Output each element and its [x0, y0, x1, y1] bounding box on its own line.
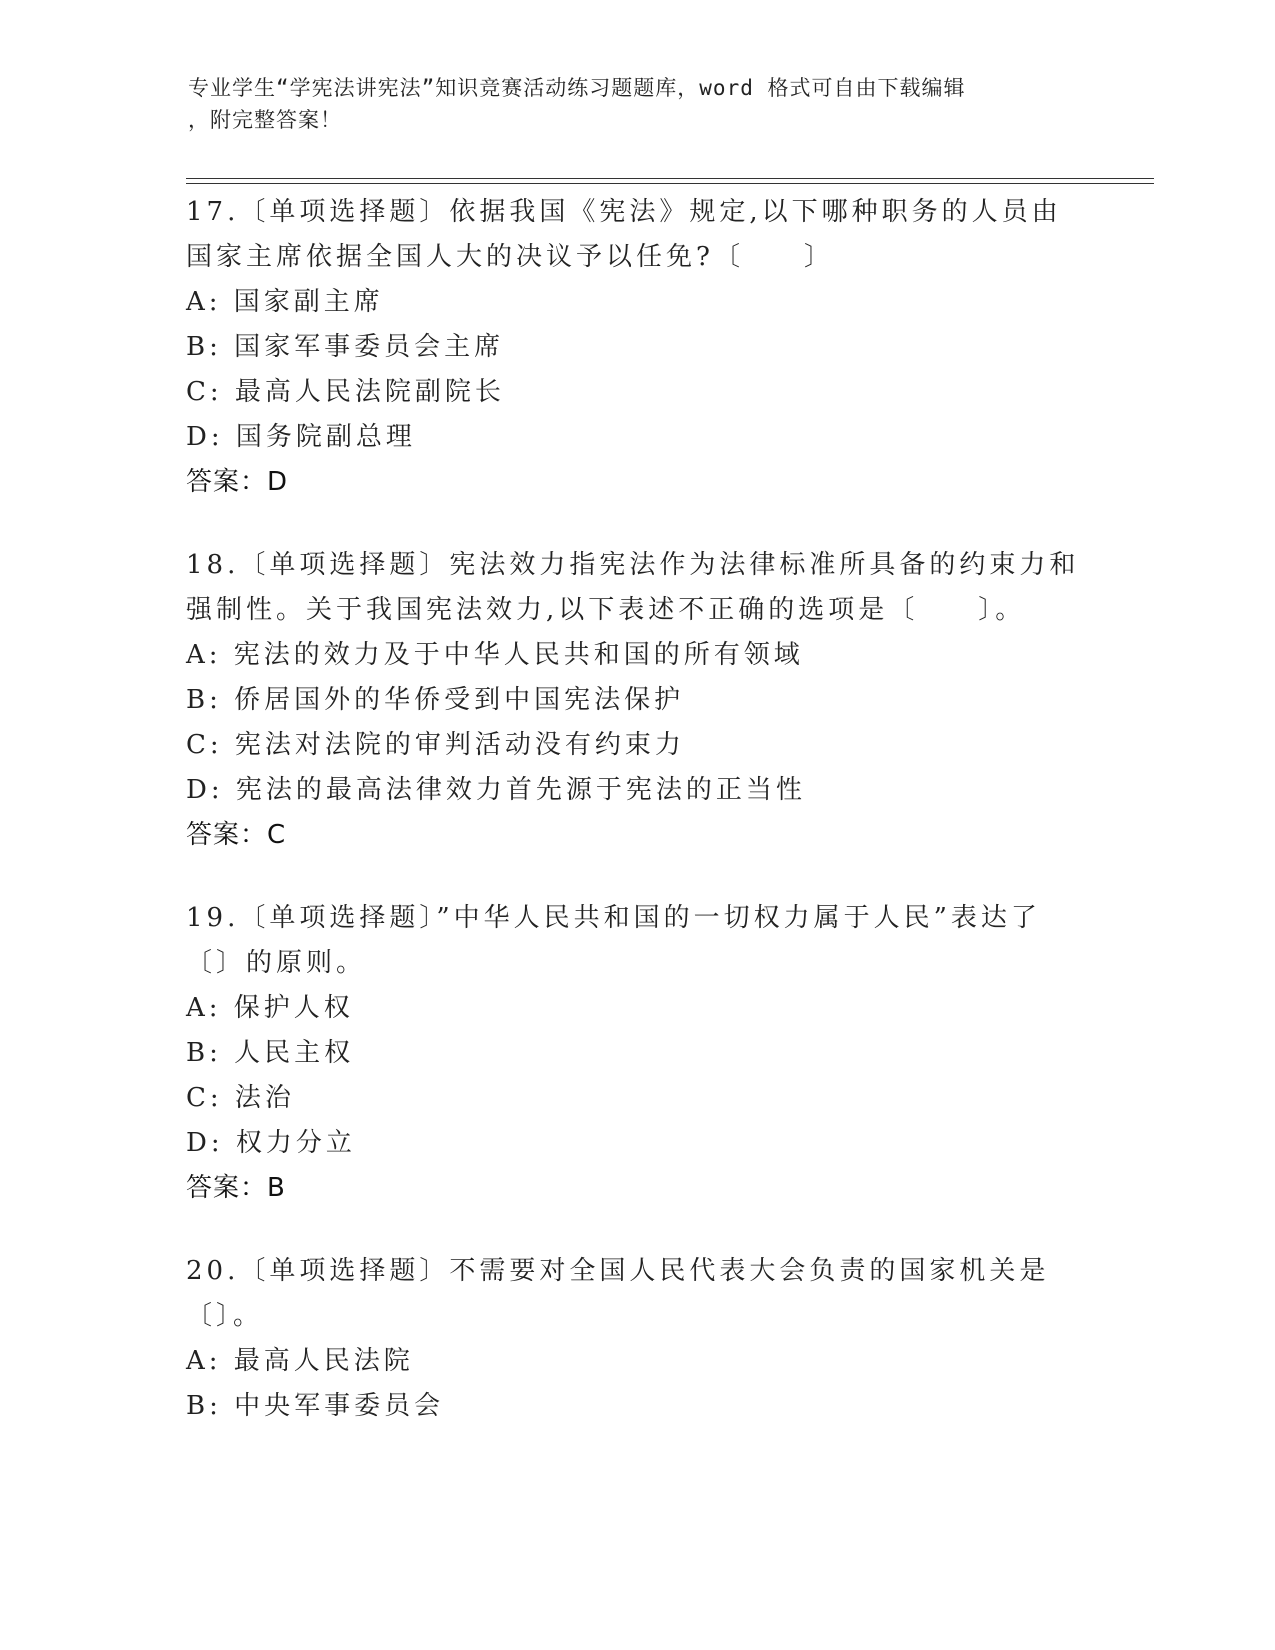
question-17	[186, 190, 1086, 505]
header-divider-bottom	[186, 183, 1154, 184]
question-18	[186, 543, 1086, 858]
answer-line: 答案：C	[186, 820, 287, 850]
option-b: B: 人民主权	[186, 1038, 355, 1068]
question-stem: 19.〔单项选择题〕”中华人民共和国的一切权力属于人民”表达了〔〕的原则。	[186, 903, 1041, 978]
question-stem: 18.〔单项选择题〕宪法效力指宪法作为法律标准所具备的约束力和强制性。关于我国宪法效力,以下表述不正确的选项是〔 〕。	[186, 550, 1080, 625]
option-d: D: 权力分立	[186, 1128, 356, 1158]
document-header	[188, 72, 1068, 136]
answer-line: 答案：B	[186, 1173, 286, 1203]
header-divider-top	[186, 178, 1154, 179]
option-c: C: 最高人民法院副院长	[186, 377, 505, 407]
header-line-2: ，附完整答案！	[188, 108, 342, 132]
option-a: A: 保护人权	[186, 993, 354, 1023]
question-stem: 20.〔单项选择题〕不需要对全国人民代表大会负责的国家机关是〔〕。	[186, 1256, 1050, 1331]
option-c: C: 法治	[186, 1083, 295, 1113]
question-stem: 17.〔单项选择题〕依据我国《宪法》规定,以下哪种职务的人员由国家主席依据全国人大的决议予以任免?〔 〕	[186, 197, 1062, 272]
question-20	[186, 1249, 1086, 1429]
question-list	[186, 190, 1086, 1467]
option-b: B: 中央军事委员会	[186, 1391, 445, 1421]
header-line-1: 专业学生“学宪法讲宪法”知识竞赛活动练习题题库，word 格式可自由下载编辑	[188, 76, 966, 100]
option-b: B: 侨居国外的华侨受到中国宪法保护	[186, 685, 685, 715]
answer-line: 答案：D	[186, 467, 289, 497]
option-d: D: 国务院副总理	[186, 422, 416, 452]
option-a: A: 国家副主席	[186, 287, 384, 317]
option-b: B: 国家军事委员会主席	[186, 332, 505, 362]
option-c: C: 宪法对法院的审判活动没有约束力	[186, 730, 685, 760]
option-a: A: 最高人民法院	[186, 1346, 414, 1376]
option-d: D: 宪法的最高法律效力首先源于宪法的正当性	[186, 775, 806, 805]
question-19	[186, 896, 1086, 1211]
option-a: A: 宪法的效力及于中华人民共和国的所有领域	[186, 640, 804, 670]
